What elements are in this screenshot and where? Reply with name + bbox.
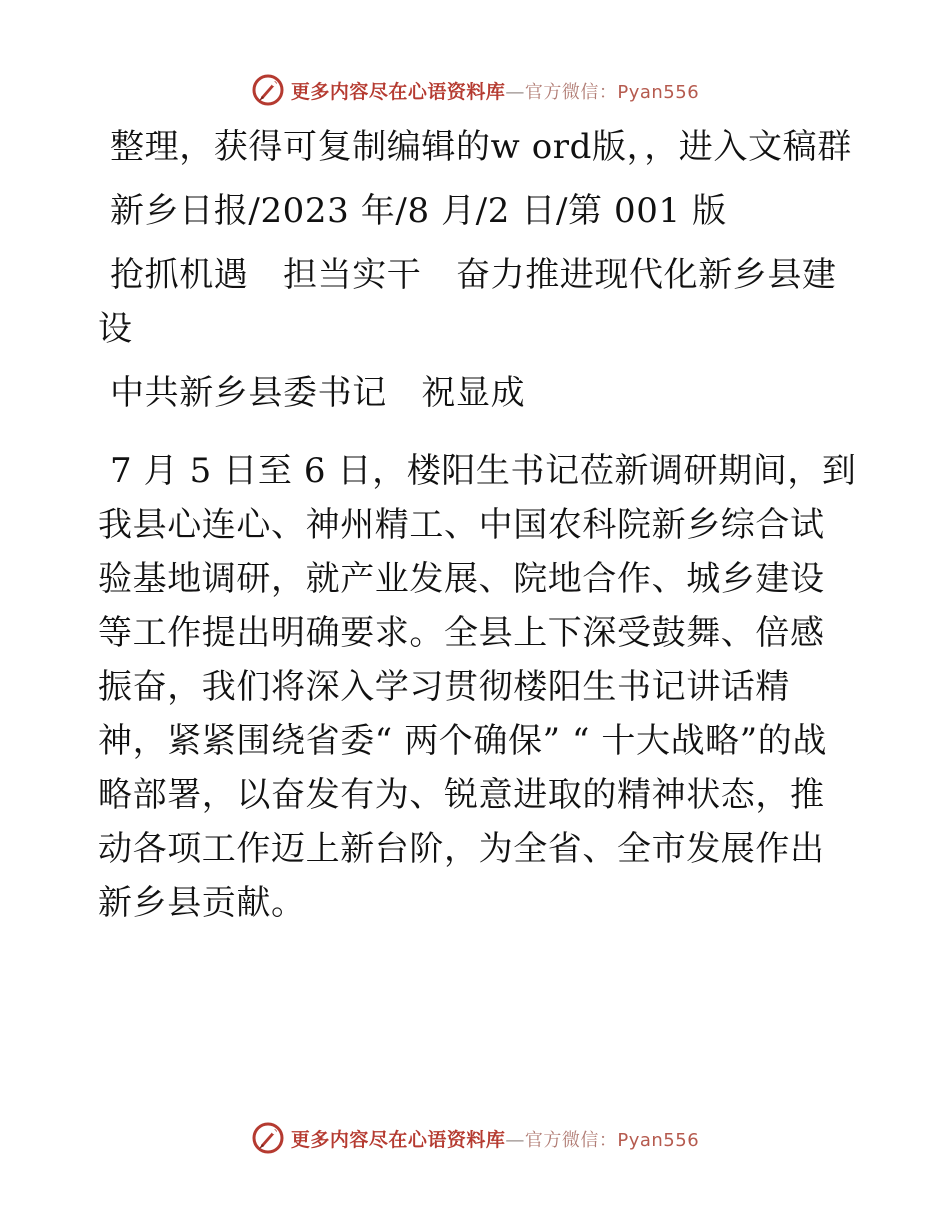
- quill-logo-icon: [251, 73, 285, 107]
- dateline: 新乡日报/2023 年/8 月/2 日/第 001 版: [110, 191, 727, 231]
- banner-text: [291, 1125, 699, 1152]
- banner-wechat-id: Pyan556: [617, 81, 700, 103]
- document-body: [98, 120, 858, 930]
- headline: 抢抓机遇 担当实干 奋力推进现代化新乡县建设: [98, 255, 837, 349]
- banner-brand: 更多内容尽在心语资料库: [290, 80, 506, 103]
- quill-logo-icon: [251, 1121, 285, 1155]
- banner-wechat-id: Pyan556: [617, 1129, 700, 1151]
- banner-separator: —: [505, 80, 525, 103]
- intro-note: 整理，获得可复制编辑的w ord版，，进入文稿群: [110, 127, 852, 167]
- byline: 中共新乡县委书记 祝显成: [110, 373, 526, 413]
- banner-brand: 更多内容尽在心语资料库: [290, 1128, 506, 1151]
- banner-separator: —: [505, 1128, 525, 1151]
- footer-banner: [0, 1118, 950, 1158]
- banner-text: [291, 77, 699, 104]
- banner-wechat-label: 官方微信：: [524, 1129, 618, 1151]
- body-paragraph: 7 月 5 日至 6 日，楼阳生书记莅新调研期间，到我县心连心、神州精工、中国农科院新乡综合试验基地调研，就产业发展、院地合作、城乡建设等工作提出明确要求。全县上下深受鼓舞、倍感振奋，我们将深入学习贯彻楼阳生书记讲话精神，紧紧围绕省委“ 两个确保” “ 十大战略”的战略部署，以奋发有为、锐意进取的精神状态，推动各项工作迈上新台阶，为全省、全市发展作出新乡县贡献。: [98, 451, 857, 923]
- banner-wechat-label: 官方微信：: [524, 81, 618, 103]
- header-banner: [0, 70, 950, 110]
